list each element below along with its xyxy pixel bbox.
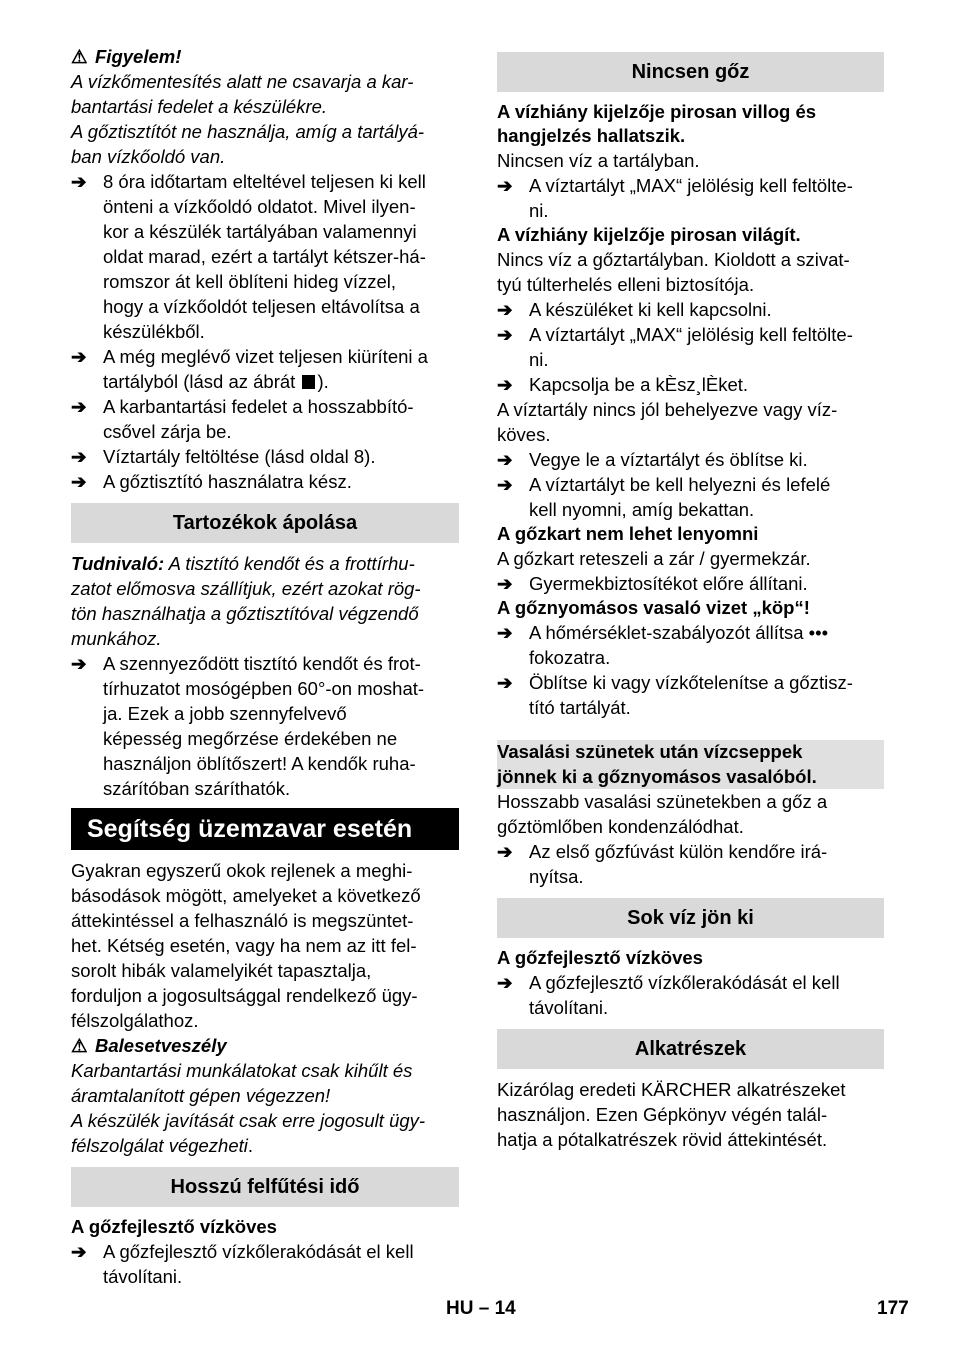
list-item: ➔ Víztartály feltöltése (lásd oldal 8). xyxy=(71,446,376,467)
left-column xyxy=(71,44,459,1289)
danger-heading xyxy=(71,1033,459,1058)
list-item: ➔ 8 óra időtartam elteltével teljesen ki kell önteni a vízkőoldó oldatot. Mivel ilyen- kor a készülék tartályában valamennyi oldat marad, ezért a tartályt kétszer-há- romszor át kell öblíteni hideg vízzel, hogy a vízkőoldót teljesen eltávolítsa a készülékből. xyxy=(71,171,426,342)
section-heading-accessories: Tartozékok ápolása xyxy=(71,503,459,543)
paragraph: Nincsen víz a tartályban. xyxy=(497,150,700,171)
figure-reference-icon xyxy=(302,375,315,389)
arrow-icon: ➔ xyxy=(71,446,87,467)
list-item: ➔ Kapcsolja be a kÈsz¸lÈket. xyxy=(497,374,749,395)
sub-heading: A vízhiány kijelzője pirosan villog és hangjelzés hallatszik. xyxy=(497,101,817,146)
list-item: ➔ Vegye le a víztartályt és öblítse ki. xyxy=(497,449,808,470)
list-item: ➔ A gőzfejlesztő vízkőlerakódását el kell távolítani. xyxy=(71,1241,414,1287)
arrow-icon: ➔ xyxy=(497,324,513,345)
section-heading-much-water: Sok víz jön ki xyxy=(497,898,884,938)
arrow-icon: ➔ xyxy=(497,672,513,693)
list-item: ➔ A hőmérséklet-szabályozót állítsa ••• fokozatra. xyxy=(497,622,829,668)
list-item: ➔ Gyermekbiztosítékot előre állítani. xyxy=(497,573,808,594)
paragraph: A gőzkart reteszeli a zár / gyermekzár. xyxy=(497,548,811,569)
intro-text: Gyakran egyszerű okok rejlenek a meghi- básodások mögött, amelyeket a következő áttekintéssel a felhasználó is megszüntet- het. Kétség esetén, vagy ha nem az itt fel- sorolt hibák valamelyikét tapasztalja, forduljon a jogosultsággal rendelkező ügy- félszolgálathoz. xyxy=(71,860,421,1031)
sub-heading: A gőzfejlesztő vízköves xyxy=(71,1216,277,1237)
arrow-icon: ➔ xyxy=(71,653,87,674)
footer-section-label: HU – 14 xyxy=(446,1298,516,1319)
arrow-icon: ➔ xyxy=(497,299,513,320)
list-item: ➔ A víztartályt be kell helyezni és lefelé kell nyomni, amíg bekattan. xyxy=(497,474,831,520)
arrow-icon: ➔ xyxy=(71,171,87,192)
arrow-icon: ➔ xyxy=(71,346,87,367)
list-item: ➔ A szennyeződött tisztító kendőt és frot- tírhuzatot mosógépben 60°-on moshat- ja. Ezek a jobb szennyfelvevő képesség megőrzése érdekében ne használjon öblítőszert! A kendők ruha- szárítóban száríthatók. xyxy=(71,653,425,799)
warning-text: A vízkőmentesítés alatt ne csavarja a kar- bantartási fedelet a készülékre. A gőztisztítót ne használja, amíg a tartályá- ban vízkőoldó van. xyxy=(71,71,425,167)
arrow-icon: ➔ xyxy=(71,471,87,492)
arrow-icon: ➔ xyxy=(497,374,513,395)
arrow-icon: ➔ xyxy=(497,841,513,862)
list-item: ➔ A gőzfejlesztő vízkőlerakódását el kell távolítani. xyxy=(497,972,840,1018)
sub-heading: A gőznyomásos vasaló vizet „köp“! xyxy=(497,597,810,618)
paragraph: Nincs víz a gőztartályban. Kioldott a szivat- tyú túlterhelés elleni biztosítója. xyxy=(497,249,850,295)
section-heading-spare-parts: Alkatrészek xyxy=(497,1029,884,1069)
warning-heading xyxy=(71,44,459,69)
list-item: ➔ A víztartályt „MAX“ jelölésig kell feltölte- ni. xyxy=(497,175,853,221)
list-item: ➔ A készüléket ki kell kapcsolni. xyxy=(497,299,772,320)
sub-heading-highlight: Vasalási szünetek után vízcseppek jönnek ki a gőznyomásos vasalóból. xyxy=(497,740,884,789)
list-item: ➔ A gőztisztító használatra kész. xyxy=(71,471,352,492)
danger-text: Karbantartási munkálatokat csak kihűlt és áramtalanított gépen végezzen! A készülék javítását csak erre jogosult ügy- félszolgálat végezheti. xyxy=(71,1060,426,1156)
right-column xyxy=(497,43,884,1152)
section-heading-no-steam: Nincsen gőz xyxy=(497,52,884,92)
arrow-icon: ➔ xyxy=(497,622,513,643)
sub-heading: A gőzkart nem lehet lenyomni xyxy=(497,523,759,544)
note-text: Tudnivaló: A tisztító kendőt és a frottírhu- zatot előmosva szállítjuk, ezért azokat rög- tön használhatja a gőztisztítóval végzendő munkához. xyxy=(71,553,421,649)
arrow-icon: ➔ xyxy=(497,449,513,470)
arrow-icon: ➔ xyxy=(497,972,513,993)
list-item: ➔ A még meglévő vizet teljesen kiüríteni a tartályból (lásd az ábrát ). xyxy=(71,346,428,392)
paragraph: Kizárólag eredeti KÄRCHER alkatrészeket használjon. Ezen Gépkönyv végén talál- hatja a pótalkatrészek rövid áttekintését. xyxy=(497,1079,846,1150)
list-item: ➔ A karbantartási fedelet a hosszabbító- csővel zárja be. xyxy=(71,396,414,442)
arrow-icon: ➔ xyxy=(497,573,513,594)
list-item: ➔ A víztartályt „MAX“ jelölésig kell feltölte- ni. xyxy=(497,324,853,370)
arrow-icon: ➔ xyxy=(497,175,513,196)
list-item: ➔ Öblítse ki vagy vízkőtelenítse a gőztisz- tító tartályát. xyxy=(497,672,853,718)
paragraph: A víztartály nincs jól behelyezve vagy víz- köves. xyxy=(497,399,838,445)
chapter-title: Segítség üzemzavar esetén xyxy=(71,808,459,850)
warning-triangle-icon: ⚠ xyxy=(71,1035,88,1056)
warning-triangle-icon: ⚠ xyxy=(71,46,88,67)
sub-heading: A gőzfejlesztő vízköves xyxy=(497,947,703,968)
paragraph: Hosszabb vasalási szünetekben a gőz a gőztömlőben kondenzálódhat. xyxy=(497,791,828,837)
danger-title: Balesetveszély xyxy=(95,1035,227,1056)
sub-heading: A vízhiány kijelzője pirosan világít. xyxy=(497,224,801,245)
arrow-icon: ➔ xyxy=(497,474,513,495)
section-heading-heating: Hosszú felfűtési idő xyxy=(71,1167,459,1207)
page-number: 177 xyxy=(877,1298,909,1319)
arrow-icon: ➔ xyxy=(71,396,87,417)
list-item: ➔ Az első gőzfúvást külön kendőre irá- nyítsa. xyxy=(497,841,828,887)
warning-title: Figyelem! xyxy=(95,46,182,67)
arrow-icon: ➔ xyxy=(71,1241,87,1262)
